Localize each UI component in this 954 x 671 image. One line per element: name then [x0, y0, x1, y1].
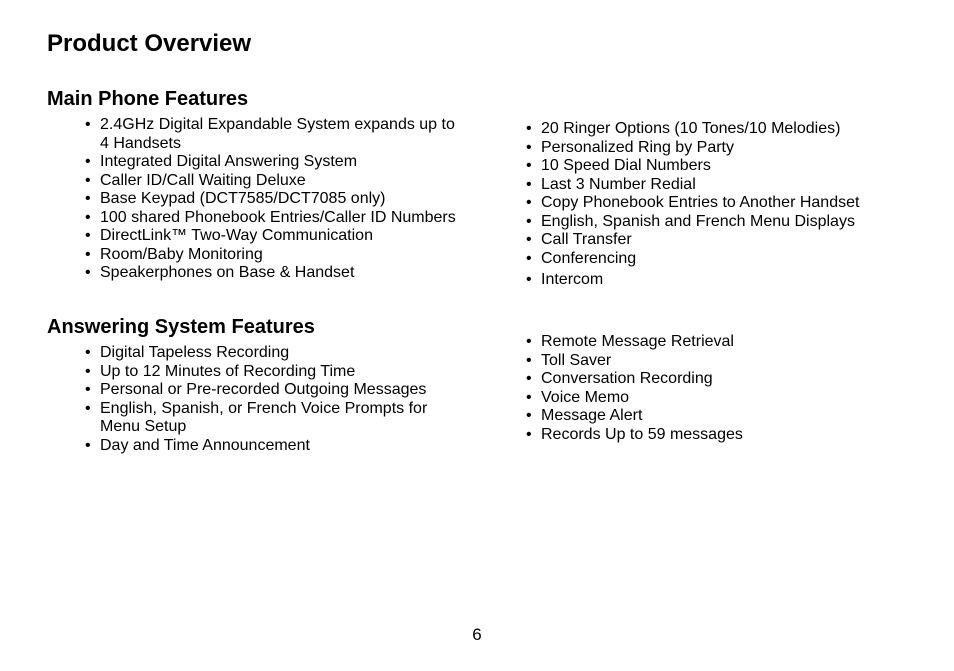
list-item: • Conversation Recording	[526, 370, 926, 389]
list-item: • Message Alert	[526, 407, 926, 426]
list-item: • DirectLink™ Two-Way Communication	[85, 227, 460, 246]
page-number: 6	[472, 625, 482, 644]
list-item: • Voice Memo	[526, 389, 926, 408]
list-item: • Intercom	[526, 271, 926, 290]
list-item: • Personal or Pre-recorded Outgoing Messages	[85, 381, 460, 400]
list-item: • Up to 12 Minutes of Recording Time	[85, 363, 460, 382]
list-item: • 2.4GHz Digital Expandable System expands up to 4 Handsets	[85, 116, 460, 153]
list-item: • Personalized Ring by Party	[526, 139, 926, 158]
page-title: Product Overview	[47, 30, 252, 57]
list-item: • 20 Ringer Options (10 Tones/10 Melodies)	[526, 120, 926, 139]
list-item: • Call Transfer	[526, 231, 926, 250]
list-item: • Conferencing	[526, 250, 926, 269]
list-item: • Base Keypad (DCT7585/DCT7085 only)	[85, 190, 460, 209]
list-item: • Caller ID/Call Waiting Deluxe	[85, 172, 460, 191]
list-item: • Records Up to 59 messages	[526, 426, 926, 445]
main-phone-features-list-right	[526, 120, 926, 290]
list-item: • Copy Phonebook Entries to Another Handset	[526, 194, 926, 213]
list-item: • English, Spanish and French Menu Displays	[526, 213, 926, 232]
answering-system-features-heading: Answering System Features	[47, 316, 315, 338]
list-item: • Toll Saver	[526, 352, 926, 371]
list-item: • Digital Tapeless Recording	[85, 344, 460, 363]
list-item: • Day and Time Announcement	[85, 437, 460, 456]
list-item: • Last 3 Number Redial	[526, 176, 926, 195]
list-item: • Room/Baby Monitoring	[85, 246, 460, 265]
list-item: • Remote Message Retrieval	[526, 333, 926, 352]
main-phone-features-heading: Main Phone Features	[47, 88, 249, 110]
list-item: • English, Spanish, or French Voice Prompts for Menu Setup	[85, 400, 460, 437]
list-item: • 100 shared Phonebook Entries/Caller ID Numbers	[85, 209, 460, 228]
main-phone-features-list-left	[85, 116, 460, 283]
list-item: • Speakerphones on Base & Handset	[85, 264, 460, 283]
answering-system-features-list-right	[526, 333, 926, 444]
answering-system-features-list-left	[85, 344, 460, 455]
list-item: • 10 Speed Dial Numbers	[526, 157, 926, 176]
list-item: • Integrated Digital Answering System	[85, 153, 460, 172]
